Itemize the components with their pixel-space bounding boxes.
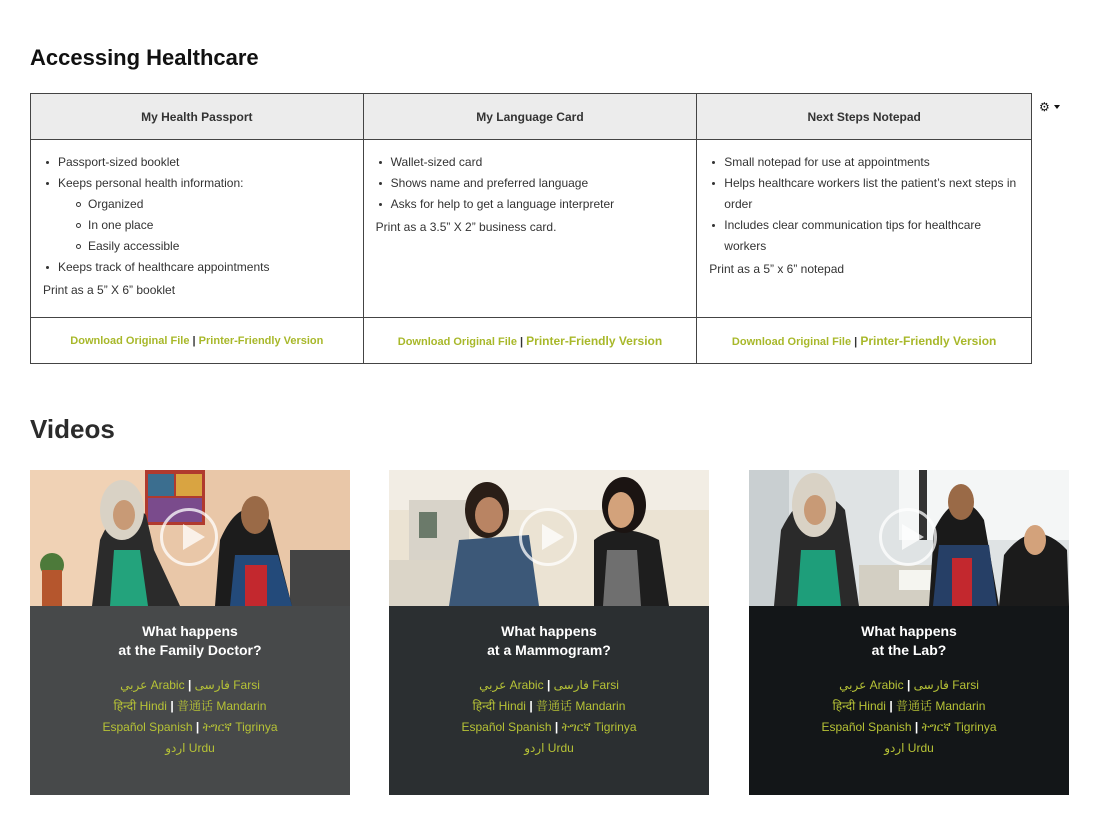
list-item: Asks for help to get a language interpreter — [376, 194, 685, 215]
list-item: Passport-sized booklet — [43, 152, 351, 173]
video-info-panel — [389, 606, 709, 795]
lang-link-urdu[interactable]: اردو Urdu — [884, 741, 934, 755]
caret-down-icon — [1054, 105, 1060, 109]
video-thumbnail[interactable] — [389, 470, 709, 606]
lang-link-mandarin[interactable]: 普通话 Mandarin — [896, 699, 986, 713]
print-note: Print as a 5” x 6” notepad — [709, 262, 845, 276]
language-links: عربي Arabic | فارسی Farsi हिन्दी Hindi | 普通话 Mandarin Español Spanish | ትግርኛ Tigrinya اردو Urdu — [102, 678, 278, 755]
printer-friendly-link[interactable]: Printer-Friendly Version — [860, 333, 997, 348]
cell-next-steps-notepad — [697, 140, 1032, 318]
play-icon[interactable] — [160, 508, 218, 566]
language-links: عربي Arabic | فارسی Farsi हिन्दी Hindi | 普通话 Mandarin Español Spanish | ትግርኛ Tigrinya اردو Urdu — [821, 678, 997, 755]
lang-link-spanish[interactable]: Español Spanish — [461, 720, 552, 734]
links-health-passport — [31, 318, 364, 364]
lang-link-tigrinya[interactable]: ትግርኛ Tigrinya — [561, 720, 637, 734]
language-links: عربي Arabic | فارسی Farsi हिन्दी Hindi | 普通话 Mandarin Español Spanish | ትግርኛ Tigrinya اردو Urdu — [461, 678, 637, 755]
lang-link-spanish[interactable]: Español Spanish — [821, 720, 912, 734]
download-original-link[interactable]: Download Original File — [731, 335, 852, 348]
lang-link-mandarin[interactable]: 普通话 Mandarin — [177, 699, 267, 713]
header-language-card: My Language Card — [363, 94, 697, 140]
cell-language-card — [363, 140, 697, 318]
lang-link-hindi[interactable]: हिन्दी Hindi — [113, 699, 167, 713]
gear-icon: ⚙ — [1039, 100, 1050, 114]
lang-link-farsi[interactable]: فارسی Farsi — [553, 678, 619, 692]
lang-link-hindi[interactable]: हिन्दी Hindi — [472, 699, 526, 713]
settings-menu[interactable] — [1039, 100, 1060, 114]
video-title: What happens at the Lab? — [861, 623, 957, 658]
header-health-passport: My Health Passport — [31, 94, 364, 140]
list-item: Keeps track of healthcare appointments — [43, 257, 351, 278]
list-item: Keeps personal health information: Organized In one place Easily accessible — [43, 173, 351, 257]
lang-link-farsi[interactable]: فارسی Farsi — [194, 678, 260, 692]
lang-link-tigrinya[interactable]: ትግርኛ Tigrinya — [202, 720, 278, 734]
video-card-lab — [749, 470, 1069, 795]
video-card-mammogram — [389, 470, 709, 795]
list-item: Includes clear communication tips for healthcare workers — [709, 215, 1019, 257]
list-item: In one place — [58, 215, 351, 236]
lang-link-hindi[interactable]: हिन्दी Hindi — [832, 699, 886, 713]
lang-link-arabic[interactable]: عربي Arabic — [120, 678, 185, 692]
list-item: Easily accessible — [58, 236, 351, 257]
separator: | — [854, 335, 858, 348]
links-language-card — [363, 318, 697, 364]
header-next-steps-notepad: Next Steps Notepad — [697, 94, 1032, 140]
links-next-steps-notepad — [697, 318, 1032, 364]
video-title: What happens at a Mammogram? — [487, 623, 611, 658]
print-note: Print as a 5” X 6” booklet — [43, 283, 176, 297]
video-card-family-doctor — [30, 470, 350, 795]
lang-link-spanish[interactable]: Español Spanish — [102, 720, 193, 734]
video-title: What happens at the Family Doctor? — [118, 623, 262, 658]
cell-health-passport — [31, 140, 364, 318]
lang-link-urdu[interactable]: اردو Urdu — [165, 741, 215, 755]
lang-link-mandarin[interactable]: 普通话 Mandarin — [536, 699, 626, 713]
printer-friendly-link[interactable]: Printer-Friendly Version — [526, 333, 663, 348]
list-item: Small notepad for use at appointments — [709, 152, 1019, 173]
list-item: Helps healthcare workers list the patient’s next steps in order — [709, 173, 1019, 215]
print-note: Print as a 3.5” X 2” business card. — [375, 220, 557, 234]
printer-friendly-link[interactable]: Printer-Friendly Version — [198, 334, 324, 347]
resources-table — [30, 93, 1032, 364]
download-original-link[interactable]: Download Original File — [397, 335, 517, 348]
section-title-videos: Videos — [30, 414, 115, 444]
lang-link-urdu[interactable]: اردو Urdu — [524, 741, 574, 755]
play-icon[interactable] — [879, 508, 937, 566]
play-icon[interactable] — [519, 508, 577, 566]
video-thumbnail[interactable] — [30, 470, 350, 606]
lang-link-arabic[interactable]: عربي Arabic — [839, 678, 904, 692]
list-item: Wallet-sized card — [376, 152, 685, 173]
lang-link-tigrinya[interactable]: ትግርኛ Tigrinya — [921, 720, 997, 734]
video-thumbnail[interactable] — [749, 470, 1069, 606]
list-item: Shows name and preferred language — [376, 173, 685, 194]
download-original-link[interactable]: Download Original File — [70, 334, 190, 347]
video-info-panel — [30, 606, 350, 795]
separator: | — [520, 335, 524, 348]
lang-link-arabic[interactable]: عربي Arabic — [479, 678, 544, 692]
section-title-accessing-healthcare: Accessing Healthcare — [30, 45, 259, 70]
separator: | — [192, 334, 196, 347]
list-item: Organized — [58, 194, 351, 215]
video-info-panel — [749, 606, 1069, 795]
lang-link-farsi[interactable]: فارسی Farsi — [913, 678, 979, 692]
